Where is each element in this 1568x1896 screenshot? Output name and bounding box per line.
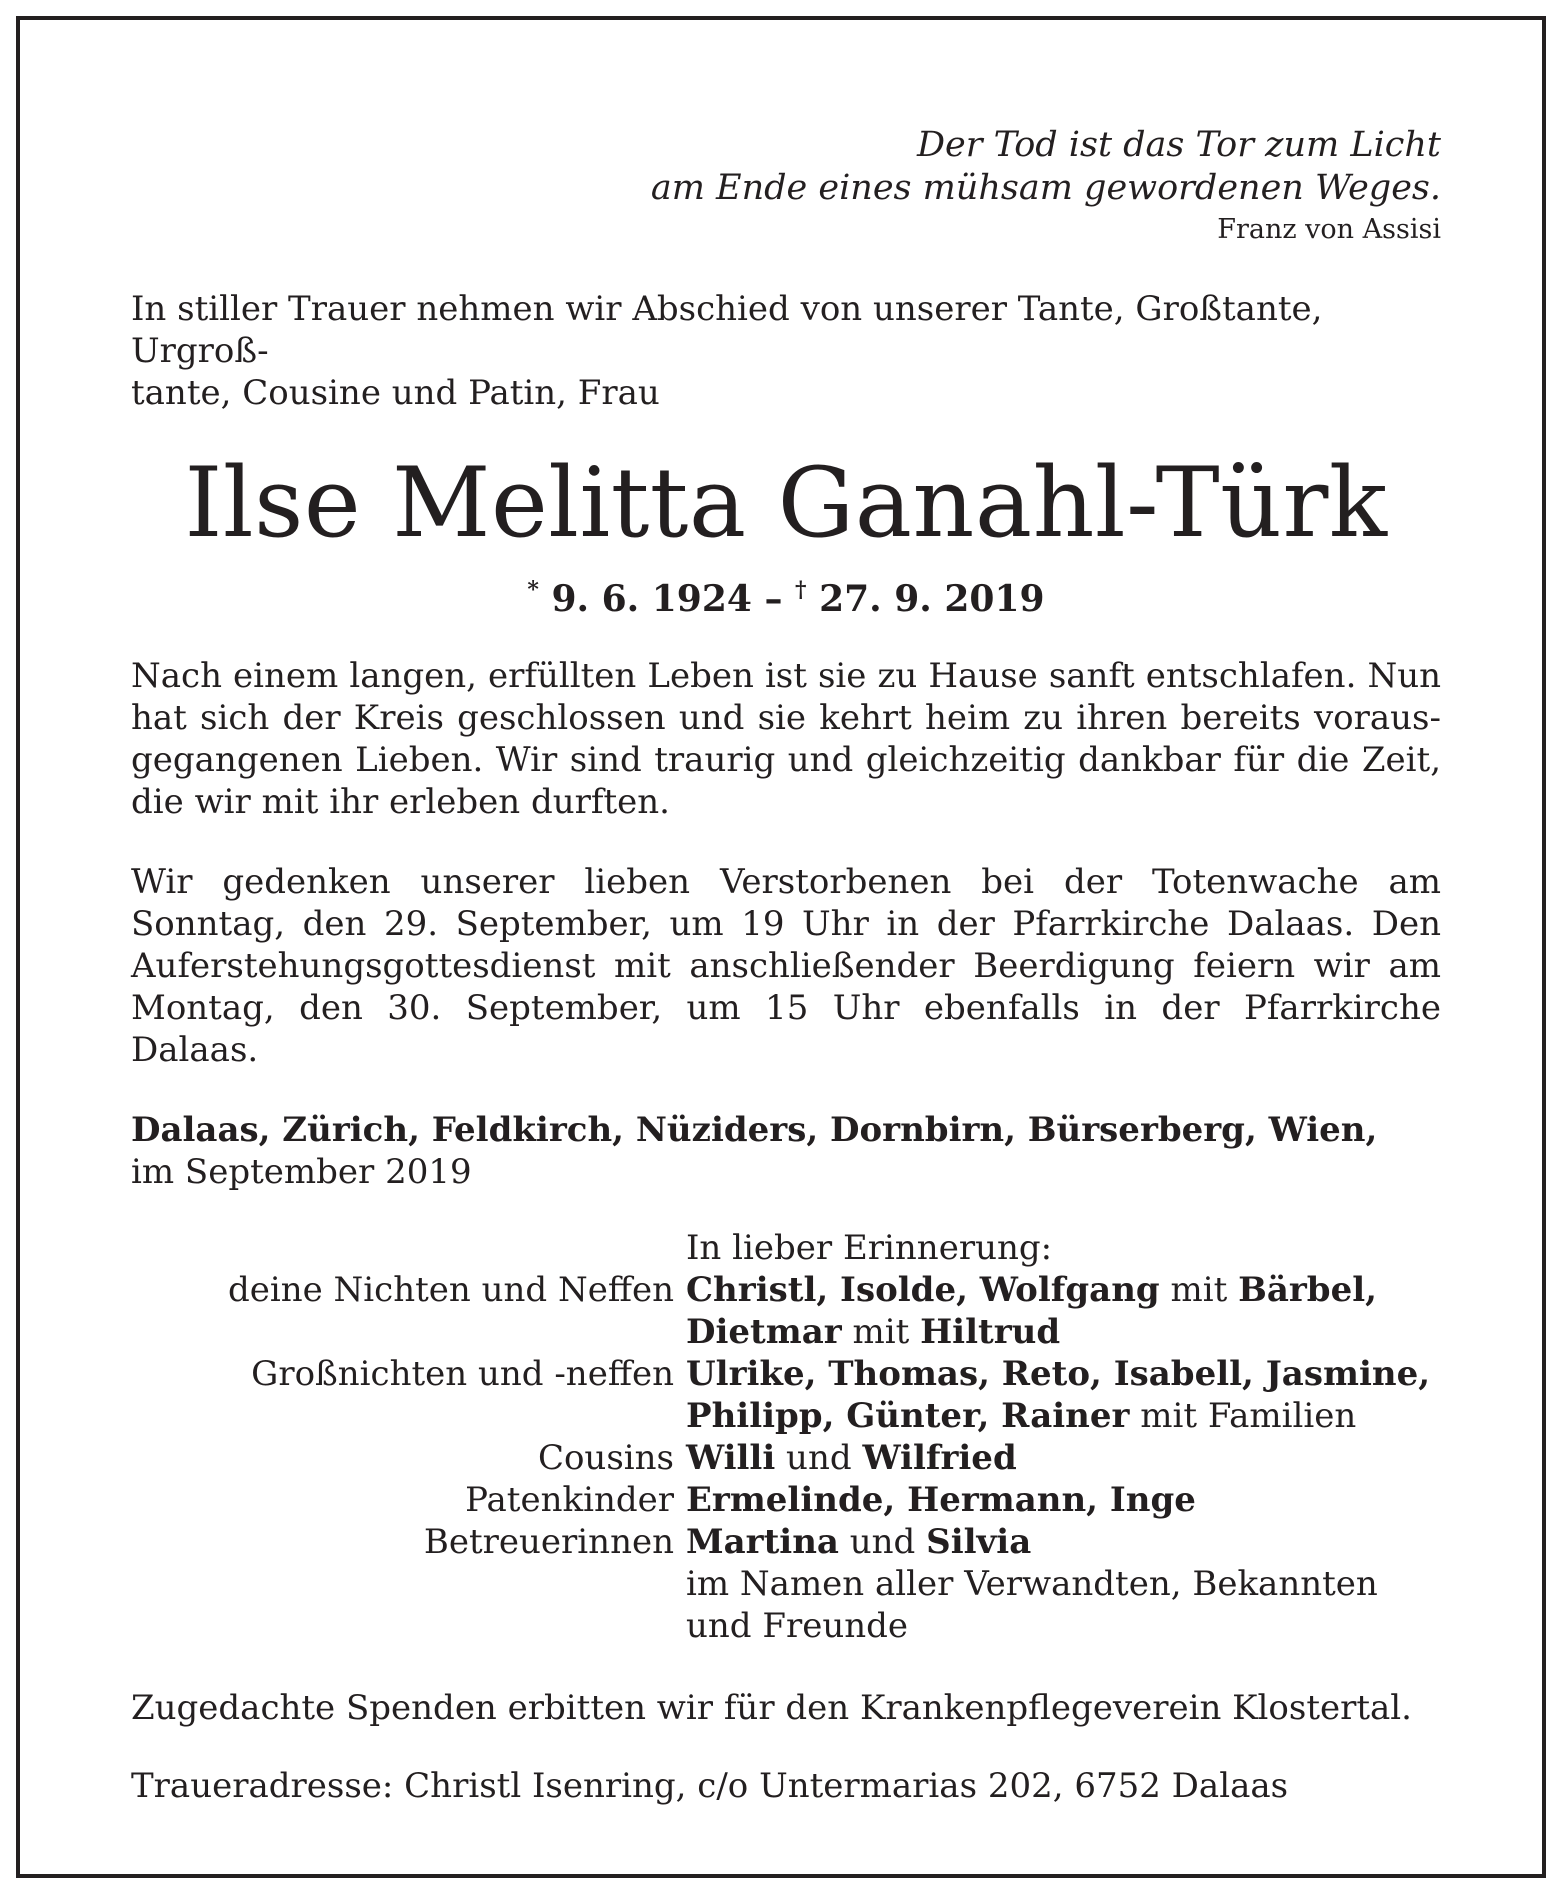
mourner-name: Hiltrud — [920, 1312, 1061, 1352]
mourner-name: Ulrike, Thomas, Reto, Isabell, Jasmine, — [686, 1354, 1431, 1394]
closing-line-2: und Freunde — [686, 1606, 909, 1646]
intro-line-1: In stiller Trauer nehmen wir Abschied von unserer Tante, Großtante, Urgroß- — [131, 289, 1323, 371]
mourner-name: Philipp, Günter, Rainer — [686, 1396, 1130, 1436]
mourner-name: Martina — [686, 1522, 839, 1562]
places-and-date — [131, 1109, 1441, 1193]
death-symbol: † — [795, 577, 807, 603]
mourner-label: Betreuerinnen — [423, 1522, 674, 1562]
mourner-row-cousins — [131, 1437, 1441, 1479]
death-date: 27. 9. 2019 — [819, 578, 1045, 620]
birth-symbol: * — [527, 577, 539, 603]
mourners-heading-row — [131, 1227, 1441, 1269]
mourner-label: deine Nichten und Neffen — [227, 1270, 674, 1310]
mourner-name: Ermelinde, Hermann, Inge — [686, 1480, 1196, 1520]
mourner-row-grand — [131, 1353, 1441, 1437]
birth-date: 9. 6. 1924 — [551, 578, 752, 620]
mourner-label: Cousins — [537, 1438, 674, 1478]
epigraph-line-2: am Ende eines mühsam gewordenen Weges. — [650, 168, 1441, 208]
mourner-row-godchildren — [131, 1479, 1441, 1521]
mourner-row-nieces — [131, 1269, 1441, 1353]
mourner-names — [686, 1353, 1441, 1437]
mourner-connector: mit — [1159, 1270, 1239, 1310]
paragraph-funeral: Wir gedenken unserer lieben Verstorbenen bei der Totenwache am Sonntag, den 29. September, um 19 Uhr in der Pfarrkirche Dalaas. Den Auferstehungsgottesdienst mit anschließender Beerdigung feiern wir am Montag, den 30. September, um 15 Uhr ebenfalls in der Pfarrkirche Dalaas. — [131, 862, 1441, 1070]
donation-note: Zugedachte Spenden erbitten wir für den Krankenpflegeverein Klostertal. — [131, 1688, 1412, 1728]
mourner-name: Bärbel, — [1238, 1270, 1377, 1310]
deceased-name: Ilse Melitta Ganahl-Türk — [184, 447, 1388, 559]
mourner-names — [686, 1521, 1441, 1563]
mourner-name: Willi — [686, 1438, 776, 1478]
paragraph-life: Nach einem langen, erfüllten Leben ist sie zu Hause sanft entschlafen. Nun hat sich der Kreis geschlossen und sie kehrt heim zu ihren bereits vorausgegangenen Lieben. Wir sind traurig und gleichzeitig dankbar für die Zeit, die wir mit ihr erleben durften. — [131, 656, 1441, 822]
mourner-connector: und — [775, 1438, 863, 1478]
epigraph-line-1: Der Tod ist das Tor zum Licht — [916, 125, 1441, 165]
closing-line-1: im Namen aller Verwandten, Bekannten — [686, 1564, 1378, 1604]
mourner-names — [686, 1479, 1441, 1521]
intro-text — [131, 288, 1441, 414]
mourner-row-carers — [131, 1521, 1441, 1563]
mourning-address: Traueradresse: Christl Isenring, c/o Untermarias 202, 6752 Dalaas — [131, 1766, 1289, 1806]
mourners-list — [131, 1227, 1441, 1647]
epigraph-author: Franz von Assisi — [1217, 214, 1441, 245]
places-list: Dalaas, Zürich, Feldkirch, Nüziders, Dornbirn, Bürserberg, Wien, — [131, 1110, 1378, 1150]
mourner-name: Dietmar — [686, 1312, 842, 1352]
intro-line-2: tante, Cousine und Patin, Frau — [131, 373, 660, 413]
mourner-names — [686, 1269, 1441, 1353]
mourner-connector: und — [838, 1522, 927, 1562]
mourner-name: Silvia — [926, 1522, 1032, 1562]
mourner-name: Wilfried — [862, 1438, 1017, 1478]
mourner-name: Christl, Isolde, Wolfgang — [686, 1270, 1160, 1310]
date-separator: – — [764, 578, 783, 620]
mourner-names — [686, 1437, 1441, 1479]
mourner-connector: mit Familien — [1129, 1396, 1357, 1436]
epigraph — [131, 124, 1441, 210]
notice-date: im September 2019 — [131, 1152, 472, 1192]
mourners-heading: In lieber Erinnerung: — [686, 1228, 1053, 1268]
life-dates — [131, 568, 1441, 621]
mourner-connector: mit — [841, 1312, 921, 1352]
mourners-closing — [686, 1563, 1441, 1647]
mourner-label: Patenkinder — [465, 1480, 674, 1520]
obituary — [131, 124, 1441, 1807]
mourner-label: Großnichten und -neffen — [251, 1354, 674, 1394]
mourners-closing-row — [131, 1563, 1441, 1647]
